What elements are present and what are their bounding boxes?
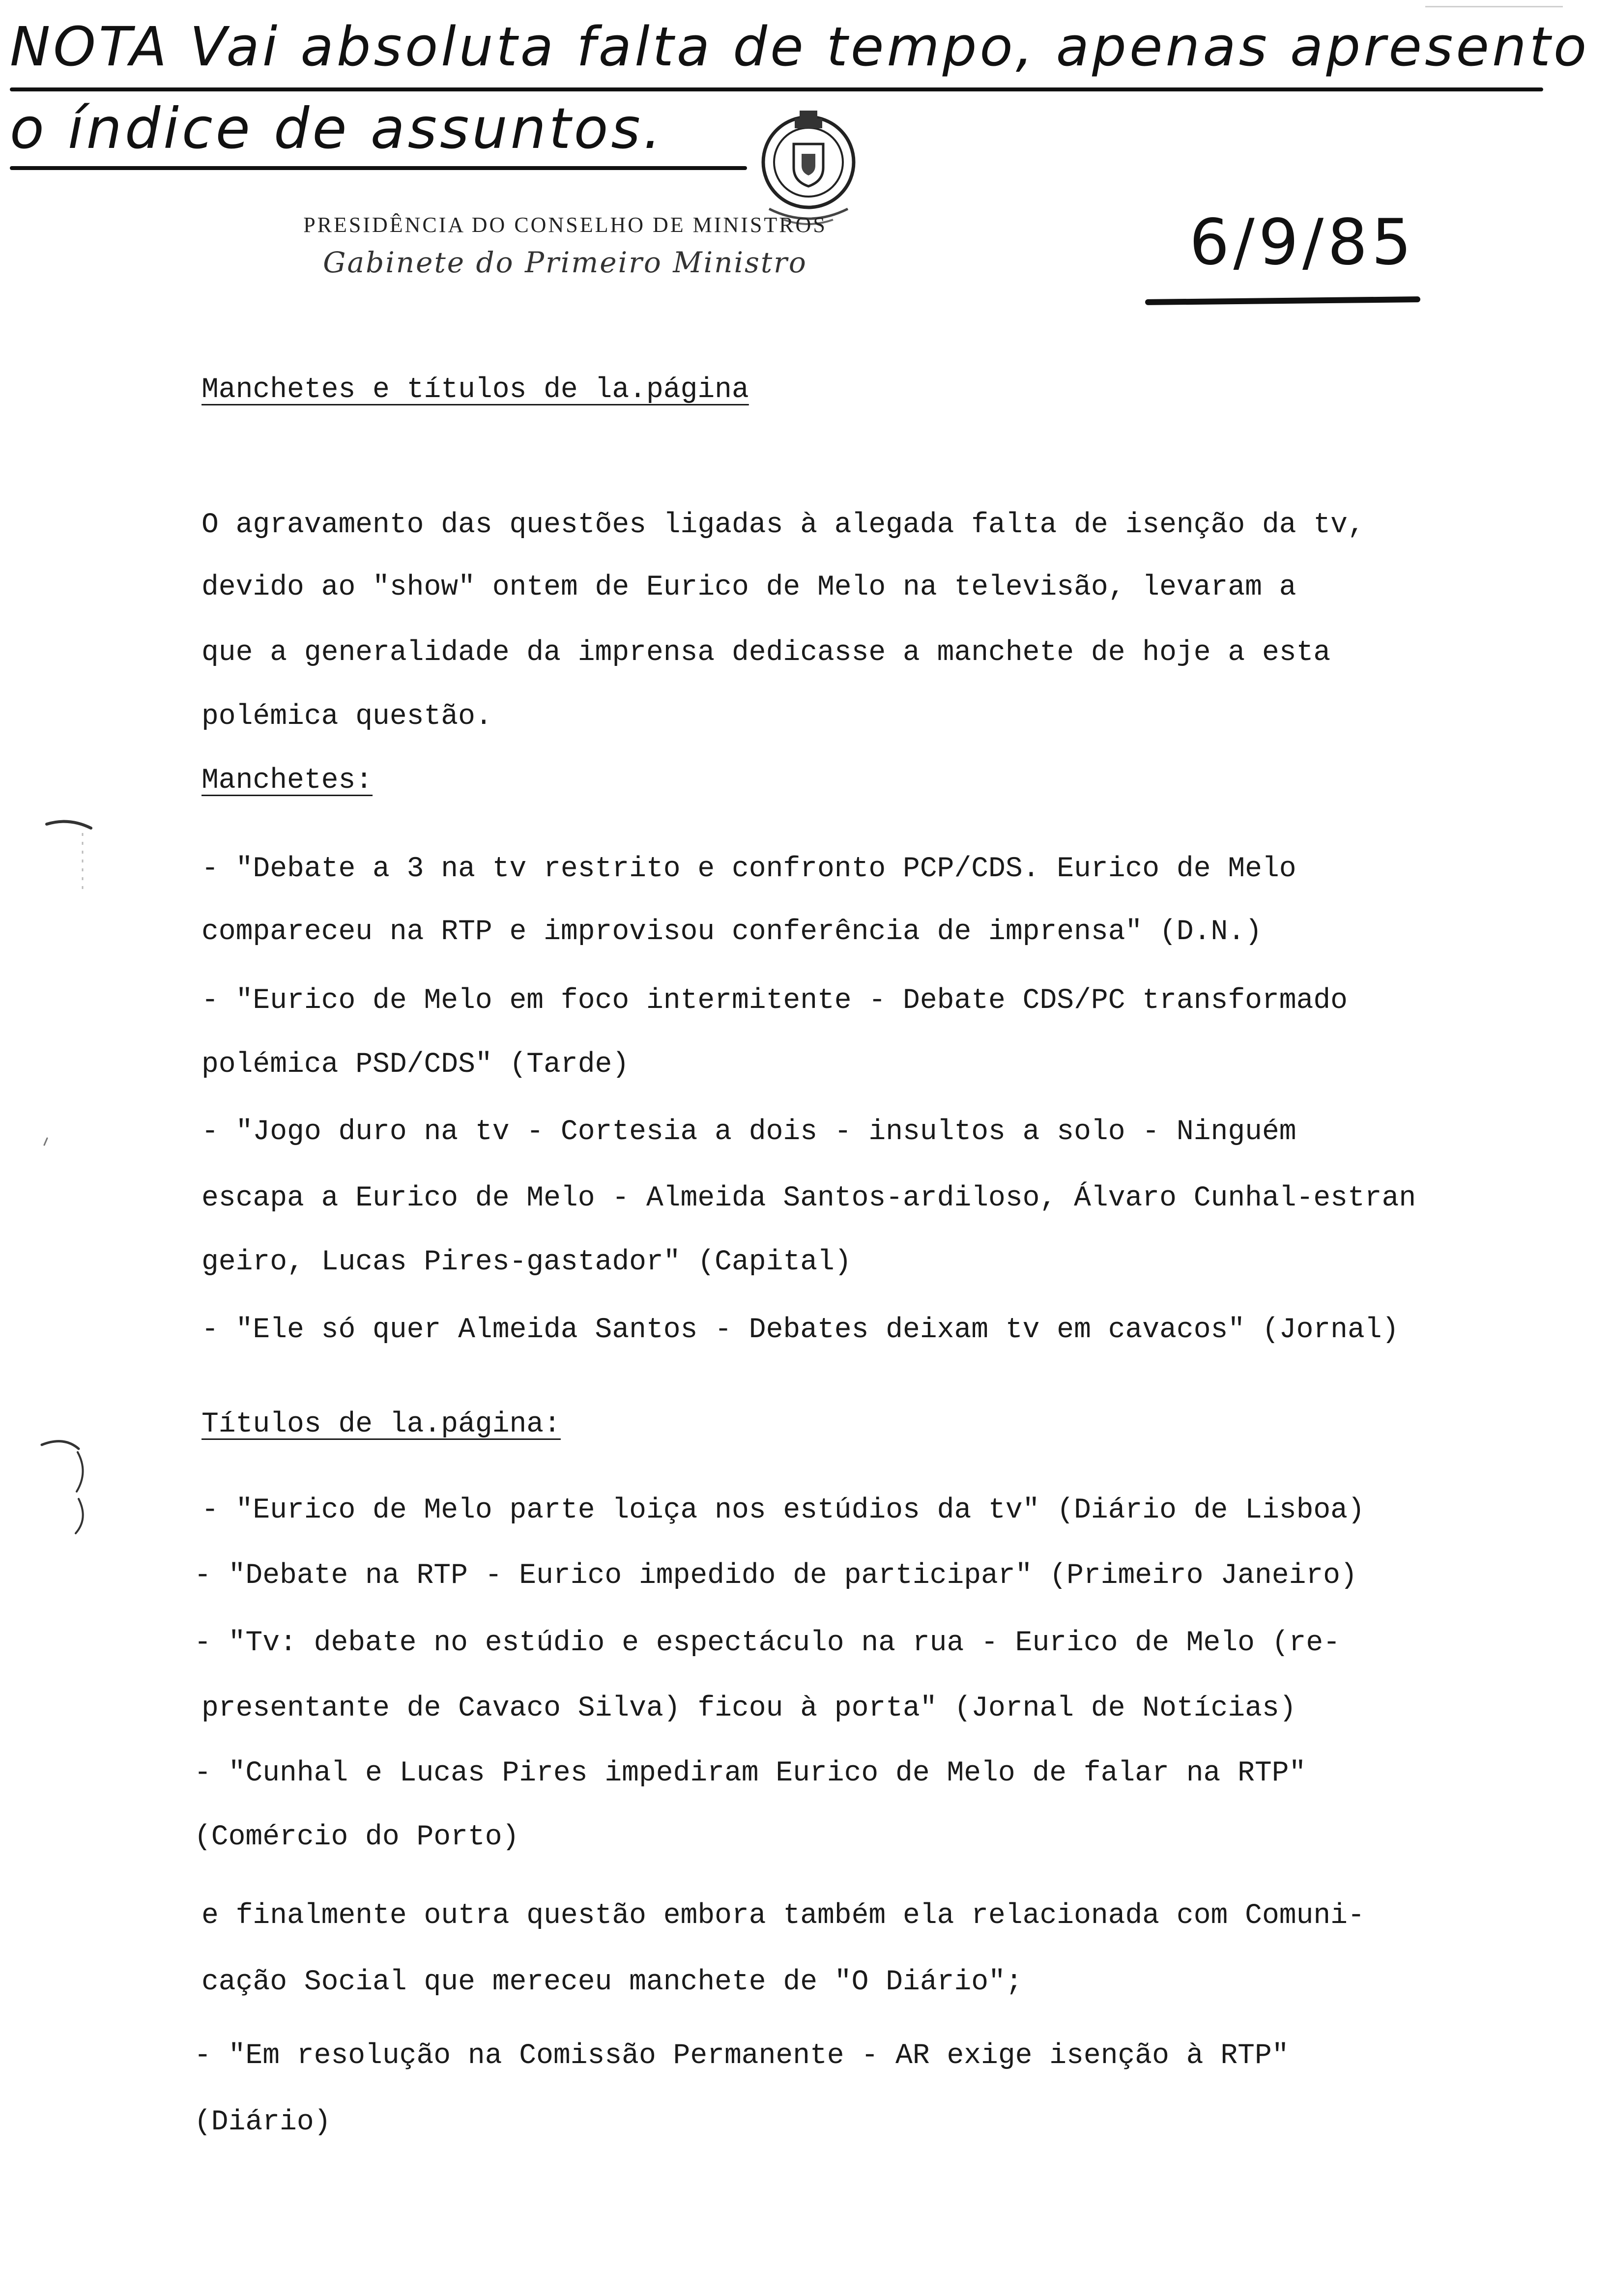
margin-pencil-mark-2 (39, 1425, 98, 1543)
section-title: Manchetes e títulos de la.página (202, 374, 749, 406)
date-underline (1145, 296, 1420, 305)
headline-line-5: - "Jogo duro na tv - Cortesia a dois - insultos a solo - Ninguém (202, 1116, 1296, 1148)
closing-line-2: cação Social que mereceu manchete de "O Diário"; (202, 1966, 1023, 1998)
front-page-title-line-5: - "Cunhal e Lucas Pires impediram Eurico de Melo de falar na RTP" (194, 1757, 1306, 1789)
intro-line-3: que a generalidade da imprensa dedicasse a manchete de hoje a esta (202, 637, 1331, 669)
scan-edge-line (1425, 6, 1563, 7)
handwritten-underline-2 (10, 166, 747, 170)
headline-line-2: compareceu na RTP e improvisou conferência de imprensa" (D.N.) (202, 916, 1262, 948)
headline-line-6: escapa a Eurico de Melo - Almeida Santos-ardiloso, Álvaro Cunhal-estran (202, 1182, 1416, 1214)
intro-line-2: devido ao "show" ontem de Eurico de Melo na televisão, levaram a (202, 572, 1296, 603)
front-page-title-line-6: (Comércio do Porto) (194, 1821, 519, 1853)
front-page-title-line-4: presentante de Cavaco Silva) ficou à porta" (Jornal de Notícias) (202, 1693, 1296, 1724)
closing-line-4: (Diário) (194, 2106, 331, 2138)
front-page-heading: Títulos de la.página: (202, 1408, 561, 1440)
headline-line-8: - "Ele só quer Almeida Santos - Debates deixam tv em cavacos" (Jornal) (202, 1314, 1399, 1346)
margin-pencil-mark-1 (44, 813, 98, 902)
front-page-title-line-2: - "Debate na RTP - Eurico impedido de participar" (Primeiro Janeiro) (194, 1560, 1357, 1592)
headline-line-4: polémica PSD/CDS" (Tarde) (202, 1049, 630, 1081)
headline-line-1: - "Debate a 3 na tv restrito e confronto PCP/CDS. Eurico de Melo (202, 853, 1296, 885)
headlines-heading: Manchetes: (202, 765, 373, 797)
intro-line-1: O agravamento das questões ligadas à alegada falta de isenção da tv, (202, 509, 1365, 541)
headline-line-7: geiro, Lucas Pires-gastador" (Capital) (202, 1246, 852, 1278)
handwritten-underline-1 (10, 87, 1543, 91)
front-page-title-line-3: - "Tv: debate no estúdio e espectáculo na rua - Eurico de Melo (re- (194, 1627, 1340, 1659)
headline-line-3: - "Eurico de Melo em foco intermitente - Debate CDS/PC transformado (202, 985, 1348, 1017)
intro-line-4: polémica questão. (202, 701, 492, 733)
front-page-title-line-1: - "Eurico de Melo parte loiça nos estúdios da tv" (Diário de Lisboa) (202, 1494, 1365, 1526)
handwritten-date: 6/9/85 (1189, 206, 1415, 279)
letterhead-office: PRESIDÊNCIA DO CONSELHO DE MINISTROS (303, 213, 827, 237)
closing-line-3: - "Em resolução na Comissão Permanente - AR exige isenção à RTP" (194, 2040, 1289, 2072)
handwritten-note-line-2: o índice de assuntos. (10, 96, 664, 161)
closing-line-1: e finalmente outra questão embora também ela relacionada com Comuni- (202, 1900, 1365, 1932)
handwritten-note-line-1: NOTA Vai absoluta falta de tempo, apenas apresento (10, 15, 1590, 78)
letterhead-cabinet: Gabinete do Primeiro Ministro (323, 246, 807, 279)
margin-pencil-dot (39, 1130, 54, 1150)
